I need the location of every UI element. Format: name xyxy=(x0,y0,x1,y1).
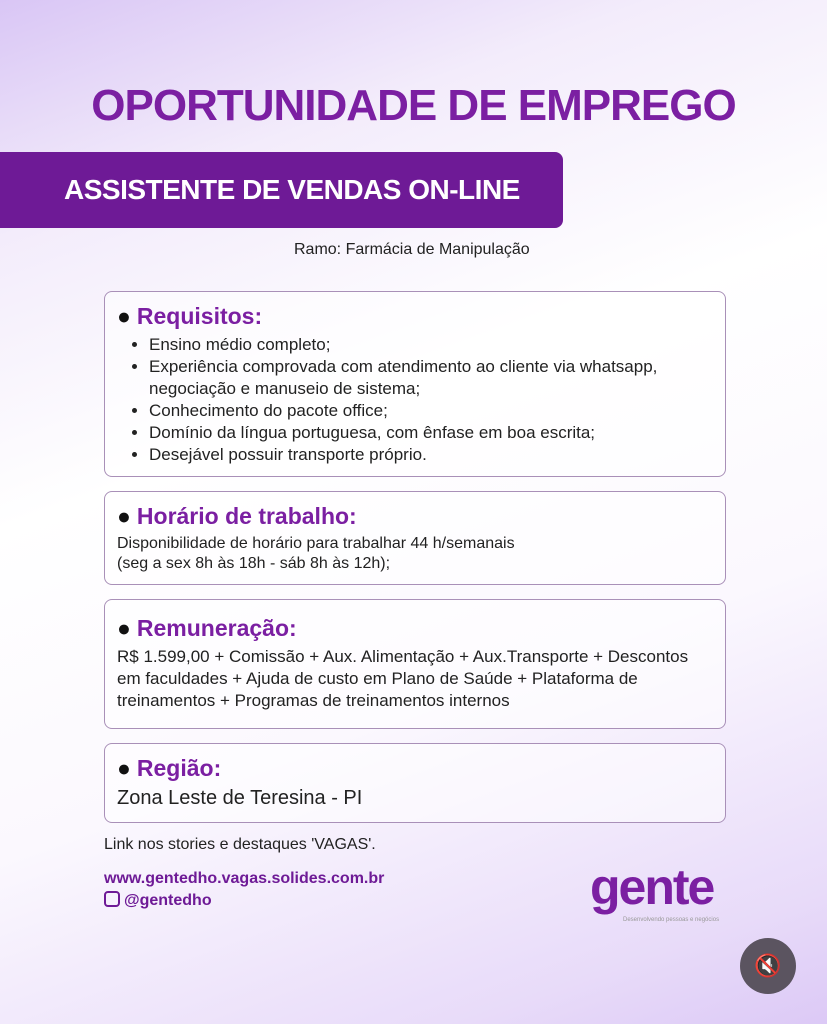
requisitos-heading: ● Requisitos: xyxy=(117,303,263,329)
list-item: • Ensino médio completo; xyxy=(149,334,713,356)
instagram-text: @gentedho xyxy=(124,892,212,909)
gente-logo: gente xyxy=(590,859,714,915)
content-column xyxy=(104,291,726,915)
remuneracao-box xyxy=(104,599,726,729)
remuneracao-text: R$ 1.599,00 + Comissão + Aux. Alimentação + Aux.Transporte + Descontos em faculdades + Ajuda de custo em Plano de Saúde + Plataforma de treinamentos + Programas de treinamentos internos xyxy=(117,647,689,710)
website-link[interactable]: www.gentedho.vagas.solides.com.br xyxy=(104,870,385,887)
ramo-text: Ramo: Farmácia de Manipulação xyxy=(294,241,530,258)
requisitos-list xyxy=(149,334,713,466)
regiao-box xyxy=(104,743,726,823)
remuneracao-heading: ● Remuneração: xyxy=(117,615,297,641)
list-item: • Experiência comprovada com atendimento ao cliente via whatsapp, negociação e manuseio de sistema; xyxy=(149,356,713,400)
horario-heading: ● Horário de trabalho: xyxy=(117,503,357,529)
logo-tagline: Desenvolvendo pessoas e negócios xyxy=(623,917,720,923)
position-banner: ASSISTENTE DE VENDAS ON-LINE xyxy=(0,152,563,228)
list-item: • Desejável possuir transporte próprio. xyxy=(149,444,713,466)
horario-line2: (seg a sex 8h às 18h - sáb 8h às 12h); xyxy=(117,555,391,572)
list-item: • Conhecimento do pacote office; xyxy=(149,400,713,422)
instagram-icon xyxy=(104,891,120,907)
regiao-text: Zona Leste de Teresina - PI xyxy=(117,787,363,809)
mute-button[interactable] xyxy=(740,938,796,994)
horario-box xyxy=(104,491,726,585)
muted-speaker-icon: 🔇 xyxy=(754,953,782,978)
horario-line1: Disponibilidade de horário para trabalhar 44 h/semanais xyxy=(117,535,515,552)
footer-note: Link nos stories e destaques 'VAGAS'. xyxy=(104,836,376,853)
regiao-heading: ● Região: xyxy=(117,755,222,781)
page-title: OPORTUNIDADE DE EMPREGO xyxy=(91,81,736,130)
list-item: • Domínio da língua portuguesa, com ênfase em boa escrita; xyxy=(149,422,713,444)
requisitos-box xyxy=(104,291,726,477)
